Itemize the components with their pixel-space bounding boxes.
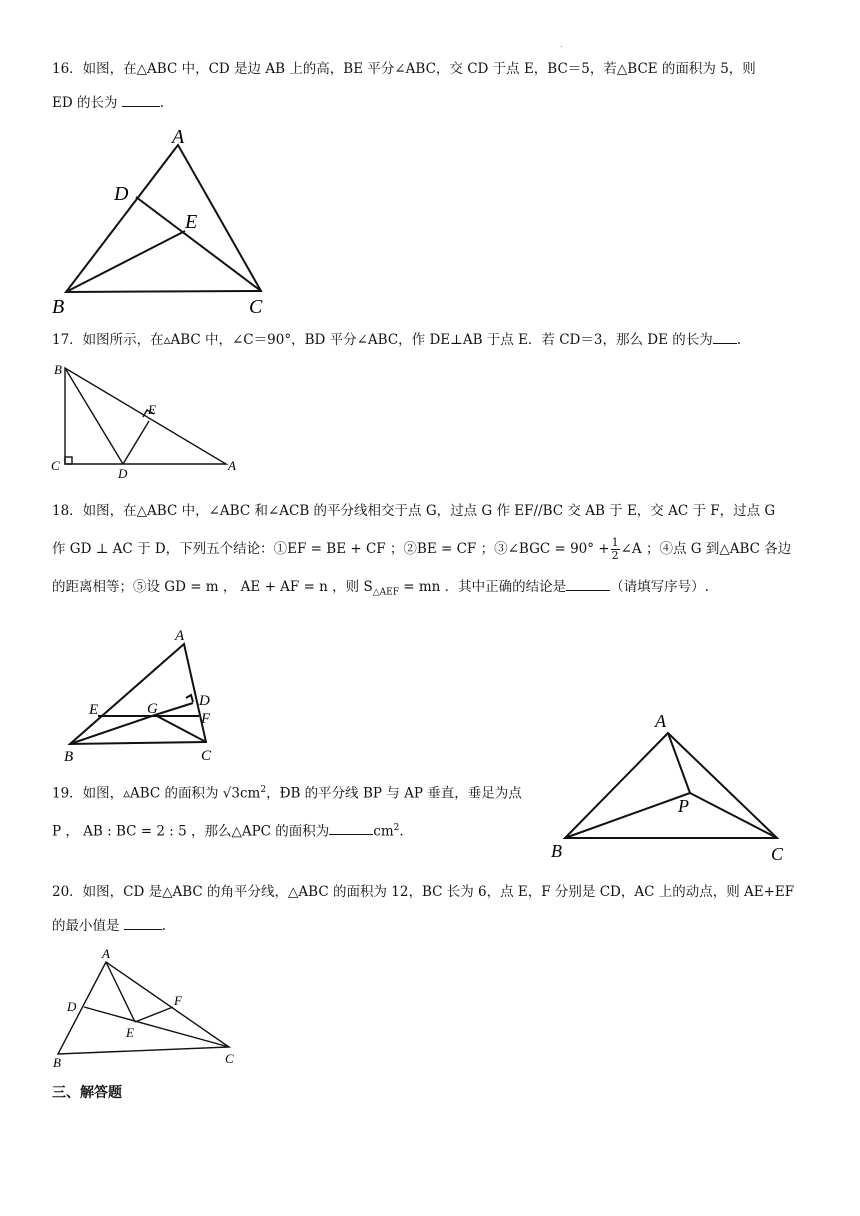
q17-label-E: E (148, 402, 156, 417)
q19-label-C: C (771, 844, 784, 864)
question-20 (52, 875, 812, 943)
q19-line1-part1: 19．如图，▵ABC 的面积为 √3cm (52, 785, 261, 802)
q17-figure (48, 360, 248, 484)
q16-label-E: E (185, 211, 198, 233)
q17-label-C: C (51, 458, 60, 473)
q17-tail: . (736, 332, 742, 348)
q18-line3-part1: 的距离相等；⑤设 GD = m ， AE + AF = n ，则 S (52, 579, 373, 595)
q19-line2 (52, 811, 552, 849)
q16-figure (48, 125, 288, 324)
q17-label-B: B (54, 362, 62, 377)
q18-label-E: E (89, 702, 99, 718)
q18-label-F: F (201, 711, 211, 727)
q18-line2-part2: ∠A ；④点 G 到△ABC 各边 (620, 541, 792, 557)
q18-triangle-diagram (58, 622, 238, 767)
q17-triangle-diagram (48, 360, 248, 480)
q18-subscript: △AEF (372, 587, 399, 598)
q20-triangle-diagram (48, 945, 248, 1075)
q19-tail: . (399, 823, 404, 839)
q18-label-A: A (175, 628, 185, 644)
q16-line1: 16．如图，在△ABC 中，CD 是边 AB 上的高，BE 平分∠ABC，交 CD 于点 E，BC＝5，若△BCE 的面积为 5，则 (52, 61, 756, 77)
q18-line2-part1: 作 GD ⊥ AC 于 D，下列五个结论：①EF = BE + CF ；②BE = CF ；③∠BGC = 90° + (52, 541, 610, 557)
q20-label-A: A (102, 946, 110, 961)
q19-label-B: B (551, 841, 562, 861)
q20-line2-text: 的最小值是 (52, 918, 120, 934)
q20-line2 (52, 909, 812, 943)
q16-label-A: A (172, 126, 185, 148)
q20-label-E: E (126, 1025, 134, 1040)
q18-label-G: G (147, 701, 158, 717)
q16-tail: . (159, 95, 165, 111)
q18-frac-num: 1 (611, 536, 619, 549)
q20-figure (48, 945, 248, 1079)
q20-line1: 20．如图，CD 是△ABC 的角平分线，△ABC 的面积为 12，BC 长为 6，点 E，F 分别是 CD，AC 上的动点，则 AE+EF (52, 884, 795, 900)
q19-sup: 2 (260, 785, 267, 795)
question-16 (52, 52, 812, 120)
q17-line1 (52, 323, 812, 357)
q20-tail: . (161, 918, 167, 934)
q20-label-F: F (174, 993, 182, 1008)
q18-line1: 18．如图，在△ABC 中，∠ABC 和∠ACB 的平分线相交于点 G，过点 G 作 EF//BC 交 AB 于 E，交 AC 于 F，过点 G (52, 503, 776, 519)
q18-label-C: C (201, 748, 212, 764)
q18-line3-part2: = mn ．其中正确的结论是 (398, 579, 567, 595)
q19-answer-blank[interactable] (329, 834, 373, 835)
q17-answer-blank[interactable] (713, 343, 737, 344)
q19-line1 (52, 773, 552, 811)
question-18 (52, 492, 812, 612)
q16-label-B: B (52, 296, 65, 318)
q19-line2-part1: P ， AB : BC = 2 : 5 ，那么△APC 的面积为 (52, 823, 330, 839)
q20-answer-blank[interactable] (124, 929, 162, 930)
q18-line3-part3: （请填写序号）. (610, 579, 709, 595)
q19-unit: cm (373, 823, 394, 839)
q19-triangle-diagram (548, 706, 808, 866)
q18-figure (58, 622, 238, 771)
q19-unit-sup: 2 (393, 822, 400, 833)
q19-label-P: P (678, 796, 689, 816)
q16-answer-blank[interactable] (122, 106, 160, 107)
question-17 (52, 323, 812, 357)
question-19 (52, 773, 552, 848)
q20-label-C: C (225, 1051, 234, 1066)
header-dot: . (560, 40, 563, 49)
q18-frac-den: 2 (611, 549, 619, 562)
q16-line2 (52, 86, 812, 120)
q19-label-A: A (655, 711, 666, 731)
section-heading: 三、解答题 (52, 1085, 122, 1101)
q17-text: 17．如图所示，在▵ABC 中，∠C＝90°，BD 平分∠ABC，作 DE⊥AB 于点 E．若 CD＝3，那么 DE 的长为 (52, 332, 713, 348)
q19-line1-part2: ，ÐB 的平分线 BP 与 AP 垂直，垂足为点 (266, 785, 522, 802)
q19-figure (548, 706, 808, 870)
q18-label-B: B (64, 749, 74, 765)
q17-label-A: A (228, 458, 236, 473)
q16-triangle-diagram (48, 125, 288, 320)
q18-label-D: D (199, 693, 210, 709)
q16-label-D: D (114, 183, 129, 205)
q18-fraction (611, 537, 620, 562)
q18-answer-blank[interactable] (566, 590, 610, 591)
q16-line2-text: ED 的长为 (52, 95, 118, 111)
q20-label-D: D (67, 999, 77, 1014)
q20-label-B: B (53, 1055, 61, 1070)
q18-line3 (52, 568, 812, 612)
q17-label-D: D (118, 466, 128, 481)
q18-line2 (52, 530, 812, 568)
q16-label-C: C (249, 296, 263, 318)
